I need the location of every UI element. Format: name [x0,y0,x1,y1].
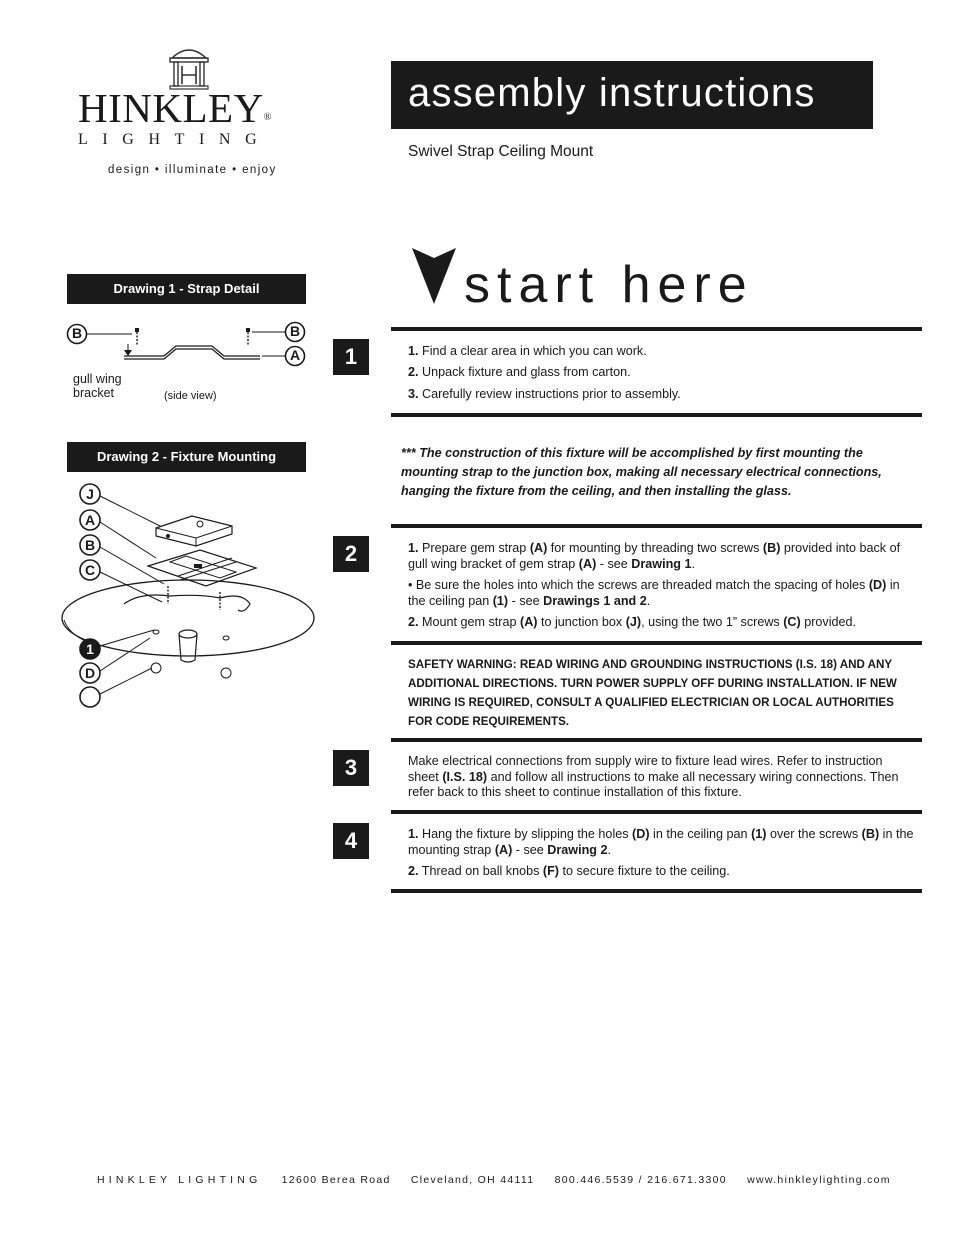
brand-tagline: design • illuminate • enjoy [108,164,277,176]
drawing2-label: Drawing 2 - Fixture Mounting [67,442,306,472]
lantern-icon [164,44,214,90]
footer [97,1174,907,1186]
rule-step1-bottom [391,413,922,417]
product-subtitle: Swivel Strap Ceiling Mount [408,143,594,160]
drawing1-label: Drawing 1 - Strap Detail [67,274,306,304]
step4-para-1: 1. Hang the fixture by slipping the holes (D) in the ceiling pan (1) over the screws (B) in the mounting strap (A) - see Drawing 2. [408,827,914,857]
step-number-1: 1 [333,339,369,375]
registered-mark: ® [263,112,272,123]
rule-step4-bottom [391,889,922,893]
rule-step3-top [391,738,922,742]
rule-step3-bottom [391,810,922,814]
callout-j: J [86,486,94,502]
callout-d: D [84,665,96,681]
callout-b2: B [84,537,96,553]
callout-1: 1 [86,641,94,657]
callout-b-right: B [289,323,301,339]
rule-step1-top [391,327,922,331]
step1-item-1: 1. Find a clear area in which you can work. [408,344,647,358]
step-number-3: 3 [333,750,369,786]
brand-wordmark: HINKLEY® [78,85,272,131]
step2-para-1: 1. Prepare gem strap (A) for mounting by threading two screws (B) provided into back of gull wing bracket of gem strap (A) - see Drawing 1. [408,541,901,571]
page-title: assembly instructions [408,71,816,115]
footer-street: 12600 Berea Road [281,1174,391,1186]
footer-city: Cleveland, OH 44111 [410,1174,535,1186]
callout-a2: A [84,512,96,528]
brand-subtitle: LIGHTING [78,131,272,148]
step4-para-2: 2. Thread on ball knobs (F) to secure fixture to the ceiling. [408,864,730,878]
callout-a: A [289,347,301,363]
construction-note: *** The construction of this fixture will be accomplished by first mounting the mounting strap to the junction box, making all necessary electrical connections, hanging the fixture from the ceiling, and then installing the glass. [401,446,882,498]
rule-step2-top [391,524,922,528]
arrow-down-icon [410,244,458,306]
rule-step2-bottom [391,641,922,645]
gull-wing-label-2: bracket [73,386,114,400]
step-number-4: 4 [333,823,369,859]
footer-website-link[interactable]: www.hinkleylighting.com [747,1174,891,1186]
safety-warning: SAFETY WARNING: READ WIRING AND GROUNDING INSTRUCTIONS (I.S. 18) AND ANY ADDITIONAL DIRECTIONS. TURN POWER SUPPLY OFF DURING INSTALLATION. IF NEW WIRING IS REQUIRED, CONSULT A QUALIFIED ELECTRICIAN OR LOCAL AUTHORITIES FOR CODE REQUIREMENTS. [408,658,897,728]
footer-phone: 800.446.5539 / 216.671.3300 [554,1174,727,1186]
start-here-heading: start here [464,256,754,314]
step1-item-3: 3. Carefully review instructions prior to assembly. [408,387,681,401]
footer-company: HINKLEY LIGHTING [97,1174,262,1186]
callout-c: C [84,562,96,578]
gull-wing-label-1: gull wing [73,372,122,386]
callout-b-left: B [71,325,83,341]
step-number-2: 2 [333,536,369,572]
fixture-mounting-drawing [60,480,322,712]
step2-para-2: • Be sure the holes into which the screws are threaded match the spacing of holes (D) in the ceiling pan (1) - see Drawings 1 and 2. [408,578,900,608]
step2-para-3: 2. Mount gem strap (A) to junction box (J), using the two 1” screws (C) provided. [408,615,857,629]
step1-item-2: 2. Unpack fixture and glass from carton. [408,365,631,379]
side-view-label: (side view) [164,390,217,402]
step3-text: Make electrical connections from supply wire to fixture lead wires. Refer to instruction sheet (I.S. 18) and follow all instructions to make all necessary wiring connections. Then refer back to this sheet to continue installation of this fixture. [408,754,899,799]
